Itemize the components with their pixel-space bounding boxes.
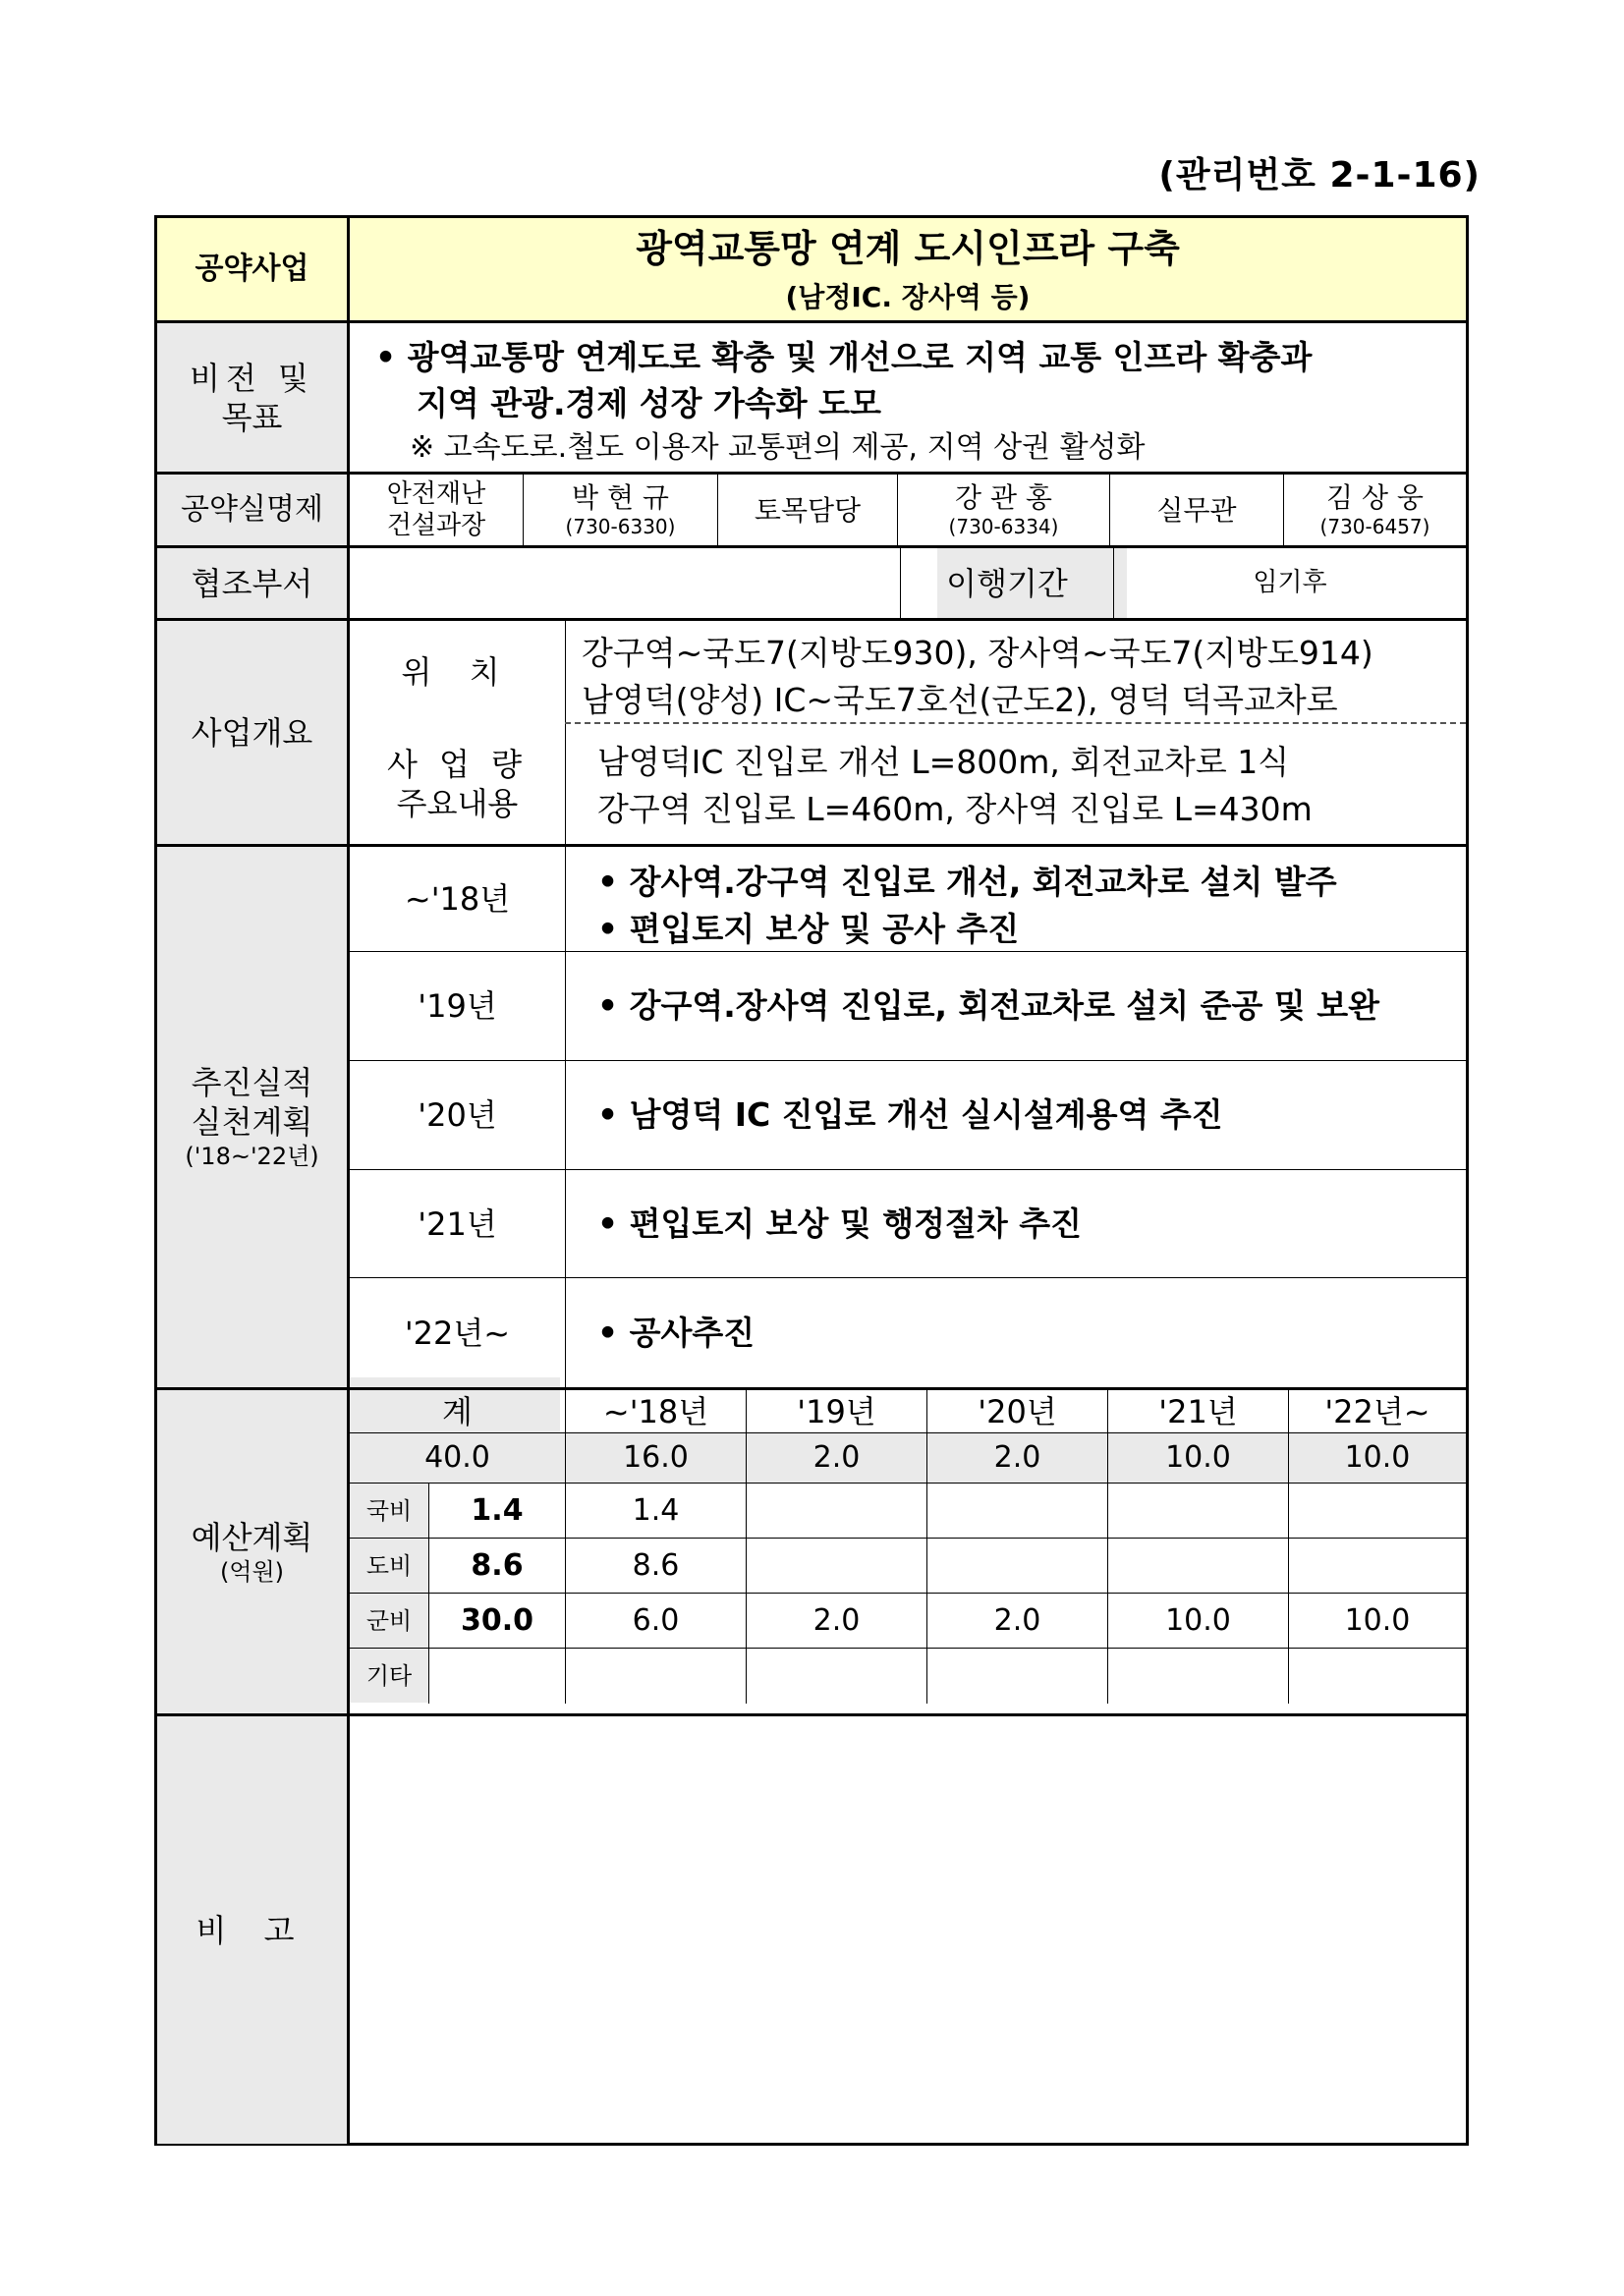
responsible-dept (350, 475, 523, 545)
budget-cell: 2.0 (993, 1602, 1041, 1638)
budget-cell (927, 1539, 1107, 1593)
management-number: (관리번호 2-1-16) (1158, 155, 1481, 196)
scope-label-line1: 사 업 량 (386, 746, 529, 783)
vision-label-line2: 목표 (221, 398, 283, 436)
period-label: 이행기간 (946, 564, 1068, 602)
budget-row-name: 도비 (365, 1551, 413, 1580)
progress-item: • 편입토지 보상 및 공사 추진 (597, 910, 1020, 948)
budget-total: 10.0 (1165, 1440, 1231, 1476)
responsible-person-2 (898, 475, 1109, 545)
budget-header: ~'18년 (602, 1392, 709, 1430)
responsible-p1-phone: (730-6330) (565, 515, 676, 538)
vision-bullet-line2: 지역 관광.경제 성장 가속화 도모 (417, 384, 881, 422)
pledge-form-table (154, 215, 1469, 2146)
budget-cell (1289, 1539, 1466, 1593)
budget-total: 16.0 (623, 1440, 689, 1476)
progress-label (157, 847, 347, 1387)
pledge-label: 공약사업 (195, 252, 309, 287)
budget-cell (747, 1649, 926, 1704)
responsible-dept-line2: 건설과장 (386, 511, 486, 540)
budget-label-text: 예산계획 (191, 1518, 313, 1556)
location-line1: 강구역~국도7(지방도930), 장사역~국도7(지방도914) (582, 634, 1373, 672)
remarks-label: 비 고 (196, 1911, 308, 1949)
overview-label: 사업개요 (191, 713, 313, 752)
budget-cell (927, 1649, 1107, 1704)
scope-label (350, 724, 565, 844)
progress-label-line1: 추진실적 (191, 1064, 313, 1101)
budget-row-sum: 30.0 (460, 1602, 534, 1638)
responsible-p1-name: 박 현 규 (572, 481, 669, 514)
budget-row-sum (429, 1649, 565, 1704)
responsible-person-3 (1284, 475, 1466, 545)
remarks-value (350, 1716, 1466, 2144)
responsible-p2-phone: (730-6334) (948, 515, 1059, 538)
scope-label-line2: 주요내용 (396, 785, 519, 822)
budget-cell (1289, 1649, 1466, 1704)
budget-header: '20년 (978, 1392, 1057, 1430)
budget-cell (566, 1649, 746, 1704)
location-line2: 남영덕(양성) IC~국도7호선(군도2), 영덕 덕곡교차로 (582, 681, 1338, 719)
progress-item: • 공사추진 (597, 1313, 756, 1352)
vision-bullet-line1: • 광역교통망 연계도로 확충 및 개선으로 지역 교통 인프라 확충과 (375, 338, 1313, 376)
budget-unit: (억원) (219, 1557, 285, 1586)
vision-label (157, 323, 347, 472)
budget-cell (927, 1484, 1107, 1538)
budget-cell: 10.0 (1344, 1602, 1411, 1638)
responsible-p2-name: 강 관 홍 (955, 481, 1052, 514)
budget-row-name: 군비 (365, 1606, 413, 1635)
responsible-p3-name: 김 상 웅 (1326, 481, 1424, 514)
vision-note: ※ 고속도로.철도 이용자 교통편의 제공, 지역 상권 활성화 (410, 430, 1146, 465)
pledge-title: 광역교통망 연계 도시인프라 구축 (636, 227, 1180, 271)
progress-item: • 편입토지 보상 및 행정절차 추진 (597, 1204, 1082, 1243)
progress-year: ~'18년 (404, 880, 511, 918)
budget-cell: 1.4 (632, 1492, 680, 1528)
budget-row-name: 국비 (365, 1496, 413, 1525)
progress-year: '22년~ (404, 1314, 511, 1352)
budget-cell: 6.0 (632, 1602, 680, 1638)
coop-label: 협조부서 (191, 564, 313, 602)
responsible-dept-line1: 안전재난 (386, 478, 486, 509)
budget-cell: 2.0 (812, 1602, 861, 1638)
budget-total: 2.0 (993, 1440, 1041, 1476)
scope-line2: 강구역 진입로 L=460m, 장사역 진입로 L=430m (597, 790, 1313, 828)
period-value: 임기후 (1253, 568, 1327, 598)
coop-value (350, 548, 900, 618)
scope-line1: 남영덕IC 진입로 개선 L=800m, 회전교차로 1식 (597, 743, 1290, 781)
budget-cell (1289, 1484, 1466, 1538)
progress-year: '19년 (418, 987, 497, 1025)
budget-cell: 8.6 (632, 1547, 680, 1583)
budget-header: 계 (442, 1392, 473, 1430)
budget-row-name: 기타 (365, 1662, 413, 1690)
progress-item: • 강구역.장사역 진입로, 회전교차로 설치 준공 및 보완 (597, 986, 1380, 1026)
responsible-label: 공약실명제 (181, 492, 323, 528)
budget-total: 2.0 (812, 1440, 861, 1476)
pledge-subtitle: (남정IC. 장사역 등) (785, 280, 1031, 313)
location-label: 위 치 (401, 652, 514, 691)
budget-header: '19년 (797, 1392, 876, 1430)
budget-cell (1108, 1539, 1288, 1593)
budget-cell (1108, 1484, 1288, 1538)
budget-row-sum: 8.6 (471, 1547, 524, 1583)
progress-year: '21년 (418, 1204, 497, 1243)
budget-cell (1108, 1649, 1288, 1704)
budget-cell (747, 1539, 926, 1593)
budget-cell (747, 1484, 926, 1538)
budget-cell: 10.0 (1165, 1602, 1231, 1638)
responsible-role-2: 토목담당 (754, 493, 862, 527)
progress-item: • 장사역.강구역 진입로 개선, 회전교차로 설치 발주 (597, 863, 1337, 901)
budget-total: 10.0 (1344, 1440, 1411, 1476)
responsible-p3-phone: (730-6457) (1319, 515, 1430, 538)
progress-label-line3: ('18~'22년) (185, 1143, 319, 1170)
budget-row-sum: 1.4 (471, 1492, 524, 1528)
vision-label-line1: 비전 및 (190, 359, 314, 397)
progress-label-line2: 실천계획 (191, 1103, 313, 1141)
budget-header: '22년~ (1324, 1392, 1430, 1430)
progress-item: • 남영덕 IC 진입로 개선 실시설계용역 추진 (597, 1095, 1223, 1135)
responsible-person-1 (524, 475, 717, 545)
progress-year: '20년 (418, 1096, 497, 1134)
budget-label (157, 1390, 347, 1713)
responsible-role-3: 실무관 (1156, 493, 1237, 527)
budget-total: 40.0 (424, 1440, 490, 1476)
budget-header: '21년 (1158, 1392, 1238, 1430)
